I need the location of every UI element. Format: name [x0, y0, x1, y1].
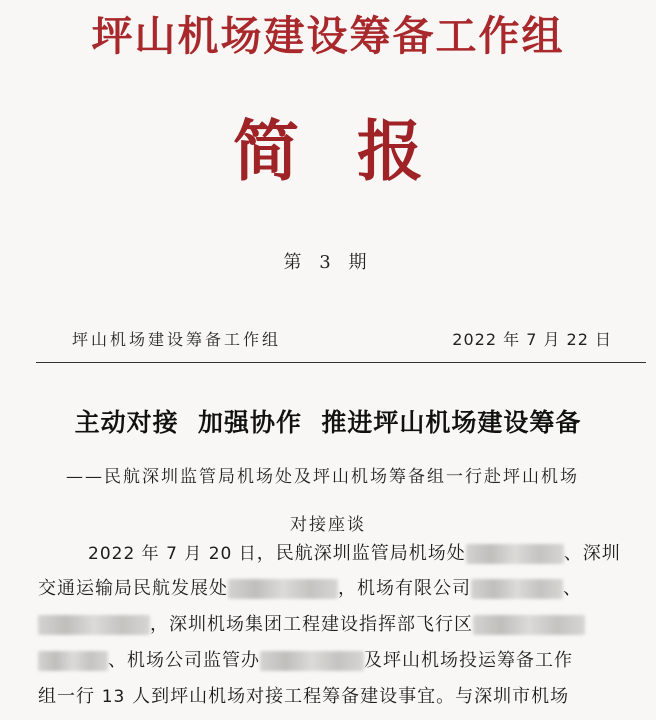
body-text: ，民航深圳监管局机场处: [256, 543, 466, 564]
issue-number: 第 3 期: [283, 252, 373, 273]
redacted-name: [471, 579, 563, 599]
redacted-name: [228, 579, 338, 599]
article-subhead-continued: 对接座谈: [290, 515, 366, 535]
body-text: 、深圳: [563, 543, 621, 564]
body-text: 人到坪山机场对接工程筹备建设事宜。与深圳市机场: [125, 686, 570, 707]
body-text: ，机场有限公司: [338, 578, 471, 599]
body-text: ，深圳机场集团工程建设指挥部飞行区: [150, 614, 473, 635]
body-line-2: [38, 577, 582, 601]
header-divider: [36, 362, 646, 363]
doc-type-title: 简报: [233, 112, 481, 190]
org-header: 坪山机场建设筹备工作组: [91, 12, 565, 60]
redacted-name: [38, 615, 150, 635]
body-line-4: [38, 649, 573, 673]
meta-row: [72, 327, 612, 351]
article-subhead: ——民航深圳监管局机场处及坪山机场筹备组一行赴坪山机场: [66, 467, 579, 487]
body-line-3: [38, 613, 585, 637]
body-text: 、: [563, 578, 582, 599]
body-date: 2022 年 7 月 20 日: [88, 544, 257, 564]
article-headline: 主动对接 加强协作 推进坪山机场建设筹备: [74, 408, 582, 437]
redacted-name: [260, 651, 364, 671]
redacted-name: [38, 651, 108, 671]
body-text: 交通运输局民航发展处: [38, 578, 228, 599]
issue-date: 2022 年 7 月 22 日: [452, 330, 612, 349]
redacted-name: [466, 544, 564, 564]
body-line-5: [38, 685, 569, 709]
body-line-1: [88, 542, 621, 566]
body-text: 组一行: [38, 686, 102, 707]
body-text: 及坪山机场投运筹备工作: [364, 650, 573, 671]
issuing-org: 坪山机场建设筹备工作组: [72, 330, 282, 349]
body-text: 、机场公司监管办: [108, 650, 260, 671]
body-number: 13: [101, 687, 126, 707]
redacted-name: [473, 615, 585, 635]
